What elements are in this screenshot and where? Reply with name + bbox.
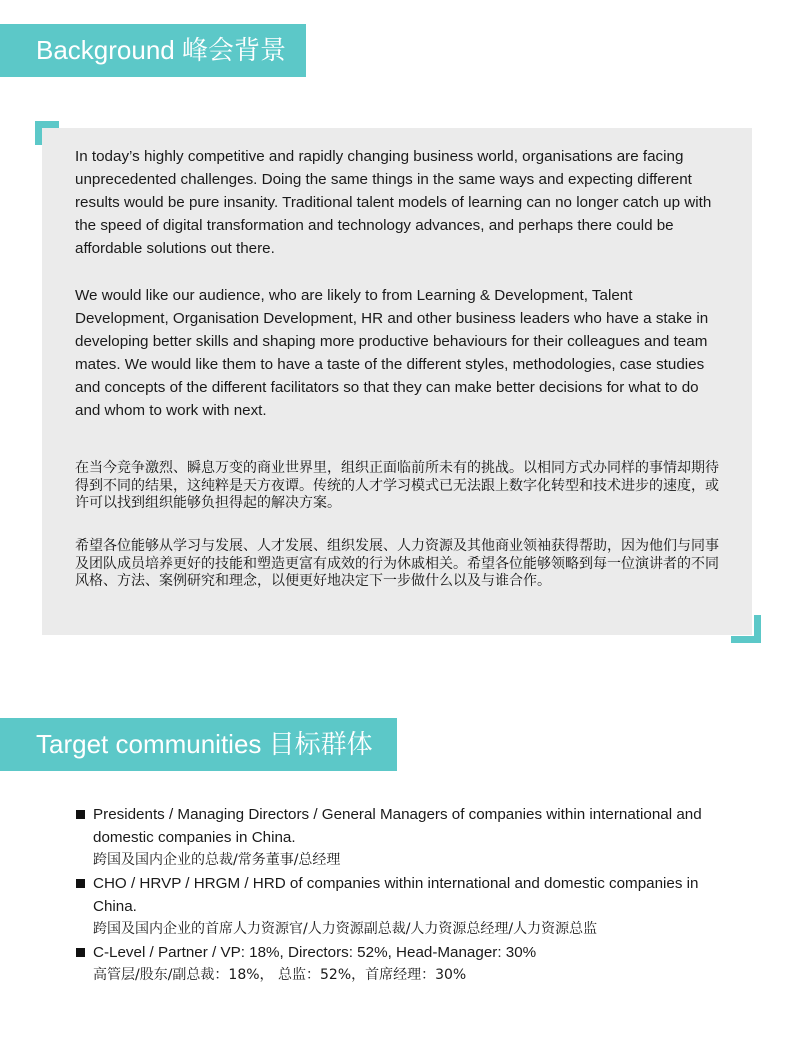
target-communities-header: Target communities 目标群体: [0, 718, 397, 771]
list-item: [76, 941, 736, 987]
background-paragraph-zh-1: 在当今竞争激烈、瞬息万变的商业世界里，组织正面临前所未有的挑战。以相同方式办同样的事情却期待得到不同的结果，这纯粹是天方夜谭。传统的人才学习模式已无法跟上数字化转型和技术进步的速度，或许可以找到组织能够负担得起的解决方案。: [75, 460, 719, 511]
list-item-en: Presidents / Managing Directors / General Managers of companies within international and domestic companies in China.: [93, 806, 702, 846]
background-paragraph-en-2: We would like our audience, who are likely to from Learning & Development, Talent Development, Organisation Development, HR and other business leaders who have a stake in developing better skills and shaping more productive behaviours for their colleagues and team mates. We would like them to have a taste of the different styles, methodologies, case studies and concepts of the different facilitators so that they can make better decisions for what to do and whom to work with next.: [75, 287, 709, 419]
target-communities-list: [76, 803, 736, 987]
corner-bracket-top-left: [35, 121, 59, 145]
list-item: [76, 803, 736, 872]
list-item-zh: 高管层/股东/副总裁：18%， 总监：52%，首席经理：30%: [93, 967, 467, 983]
square-bullet-icon: [76, 810, 85, 819]
list-item-zh: 跨国及国内企业的总裁/常务董事/总经理: [93, 852, 341, 868]
background-paragraph-en-1: In today’s highly competitive and rapidly changing business world, organisations are facing unprecedented challenges. Doing the same things in the same ways and expecting different results would be pure insanity. Traditional talent models of learning can no longer catch up with the speed of digital transformation and technology advances, and perhaps there could be affordable solutions out there.: [75, 148, 712, 257]
background-section-header: Background 峰会背景: [0, 24, 306, 77]
list-item: [76, 872, 736, 941]
square-bullet-icon: [76, 948, 85, 957]
corner-bracket-bottom-right: [731, 615, 761, 643]
square-bullet-icon: [76, 879, 85, 888]
list-item-zh: 跨国及国内企业的首席人力资源官/人力资源副总裁/人力资源总经理/人力资源总监: [93, 921, 598, 937]
list-item-en: C-Level / Partner / VP: 18%, Directors: 52%, Head-Manager: 30%: [93, 944, 537, 961]
list-item-en: CHO / HRVP / HRGM / HRD of companies within international and domestic companies in China.: [93, 875, 699, 915]
background-paragraph-zh-2: 希望各位能够从学习与发展、人才发展、组织发展、人力资源及其他商业领袖获得帮助，因为他们与同事及团队成员培养更好的技能和塑造更富有成效的行为休戚相关。希望各位能够领略到每一位演讲者的不同风格、方法、案例研究和理念，以便更好地决定下一步做什么以及与谁合作。: [75, 538, 719, 589]
